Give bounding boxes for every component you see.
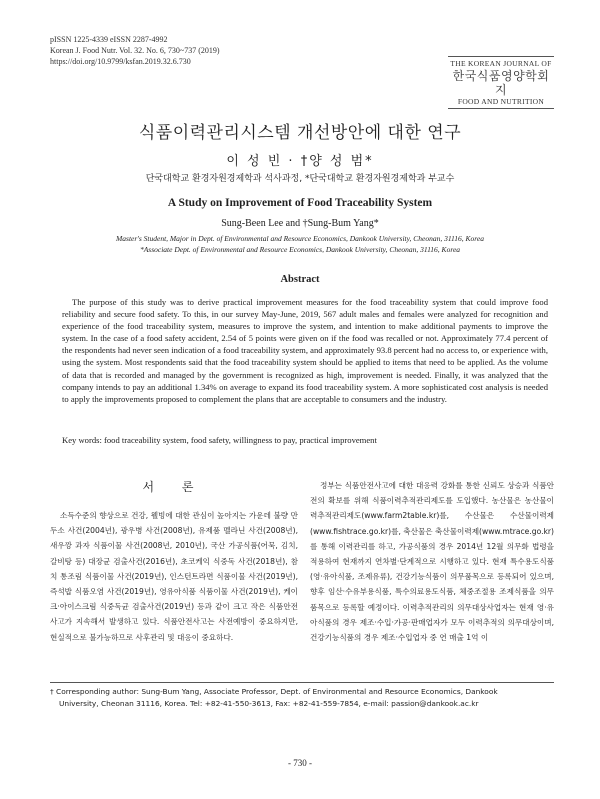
- section-heading-introduction: 서 론: [142, 480, 206, 494]
- page-number: - 730 -: [288, 758, 312, 768]
- title-english: A Study on Improvement of Food Traceability System: [167, 197, 433, 209]
- doi-line[interactable]: https://doi.org/10.9799/ksfan.2019.32.6.730: [50, 57, 191, 66]
- journal-rule-top: [448, 56, 554, 57]
- journal-name-ko: 한국식품영양학회지: [452, 69, 550, 97]
- affiliation-english-1: Master's Student, Major in Dept. of Environmental and Resource Economics, Dankook University, Cheonan, 31116, Korea: [116, 234, 484, 243]
- intro-left-column: 소득수준의 향상으로 건강, 웰빙에 대한 관심이 높아지는 가운데 불량 만두소 사건(2004년), 광우병 사건(2008년), 유제품 멜라닌 사건(2008년), 새우깡 과자 식품이물 사건(2008년, 2010년), 국산 가공식품(어묵, 김치, 갈비탕 등) 대장균 검출사건(2016년), 초코케익 식중독 사건(2018년), 참치 통조림 식품이물 사건(2019년), 인스턴트라면 식품이물 사건(2019년), 즉석밥 식품오염 사건(2019년), 영유아식품 식품이물 사건(2019년), 케이크·아이스크림 식중독균 검출사건(2019년) 등과 같이 크고 작은 식품안전사고가 지속해서 발생하고 있다. 식품안전사고는 사전예방이 중요하지만, 현실적으로 불가능하므로 사후관리 및 대응이 중요하다.: [50, 511, 298, 642]
- abstract-body: The purpose of this study was to derive practical improvement measures for the food traceability system that could improve food reliability and secure food safety. To this, in our survey May-June, 2019, 567 adult males and females were analyzed for recognition and experience of the food traceability system, measures to improve the system, and intention to make additional payments to improve the system. In the case of a food safety accident, 2.54 of 5 points were given on if the food was recalled or not. Approximately 77.4 percent of the respondents had never seen indication of a food traceability system, and approximately 93.8 percent had no access to, or experience with, using the system. Most respondents said that the food traceability system should be applied to items that need to be applied. As the volume of data that is recorded and managed by the government is recognized as high, improvement is needed. Finally, it was analyzed that the company intends to pay an additional 1.34% on average to expand its food traceability system. A more sophisticated cost analysis is needed to apply the improvements proposed to complement the plans that are acceptable to consumers and the industry.: [62, 297, 548, 404]
- affiliation-english-2: *Associate Dept. of Environmental and Resource Economics, Dankook University, Cheonan, 31116, Korea: [139, 244, 461, 254]
- corresponding-author-footnote: [50, 686, 554, 709]
- journal-logo: [448, 56, 554, 111]
- journal-name-en-top: THE KOREAN JOURNAL OF: [450, 59, 552, 68]
- authors-korean: 이 성 빈 · †양 성 범*: [226, 154, 374, 169]
- title-korean: 식품이력관리시스템 개선방안에 대한 연구: [138, 123, 462, 143]
- citation-line: Korean J. Food Nutr. Vol. 32. No. 6, 730~737 (2019): [50, 46, 220, 55]
- authors-english: Sung-Been Lee and †Sung-Bum Yang*: [221, 218, 379, 229]
- intro-right-column: 정부는 식품안전사고에 대한 대응력 강화를 통한 신뢰도 상승과 식품안전의 확보를 위해 식품이력추적관리제도를 도입했다. 농산물은 농산물이력추적관리제도(www.farm2table.kr)를, 수산물은 수산물이력제(www.fishtrace.go.kr)를, 축산물은 축산물이력제(www.mtrace.go.kr)를 통해 이력관리를 하고, 가공식품의 경우 2014년 12월 의무화 법령을 적용하여 현재까지 연차별·단계적으로 시행하고 있다. 현재 특수용도식품(영·유아식품, 조제유류), 건강기능식품이 의무품목으로 등록되어 있으며, 향후 임산·수유부용식품, 특수의료용도식품, 체중조절용 조제식품을 의무품목으로 등록할 예정이다. 이력추적관리의 의무대상사업자는 현재 영·유아식품의 경우 제조·수입·가공·판매업자가 모두 이력추적의 의무대상이며, 건강기능식품의 경우 제조·수입업자 중 연 매출 1억 이: [310, 481, 554, 643]
- journal-name-en-bottom: FOOD AND NUTRITION: [457, 97, 545, 106]
- footnote-divider: [50, 682, 554, 683]
- footnote-line-2: University, Cheonan 31116, Korea. Tel: +82-41-550-3613, Fax: +82-41-559-7854, e-mail: passion@dankook.ac.kr: [59, 698, 479, 708]
- affiliation-korean: 단국대학교 환경자원경제학과 석사과정, *단국대학교 환경자원경제학과 부교수: [145, 174, 455, 184]
- footnote-line-1: † Corresponding author: Sung-Bum Yang, Associate Professor, Dept. of Environmental and Resource Economics, Dankook: [50, 687, 498, 696]
- journal-rule-bottom: [448, 108, 554, 109]
- article-metadata: [50, 34, 220, 67]
- abstract-heading: Abstract: [280, 274, 320, 285]
- keywords: Key words: food traceability system, food safety, willingness to pay, practical improvement: [62, 435, 377, 445]
- affiliation-english: [0, 234, 600, 255]
- issn-line: pISSN 1225-4339 eISSN 2287-4992: [50, 35, 168, 44]
